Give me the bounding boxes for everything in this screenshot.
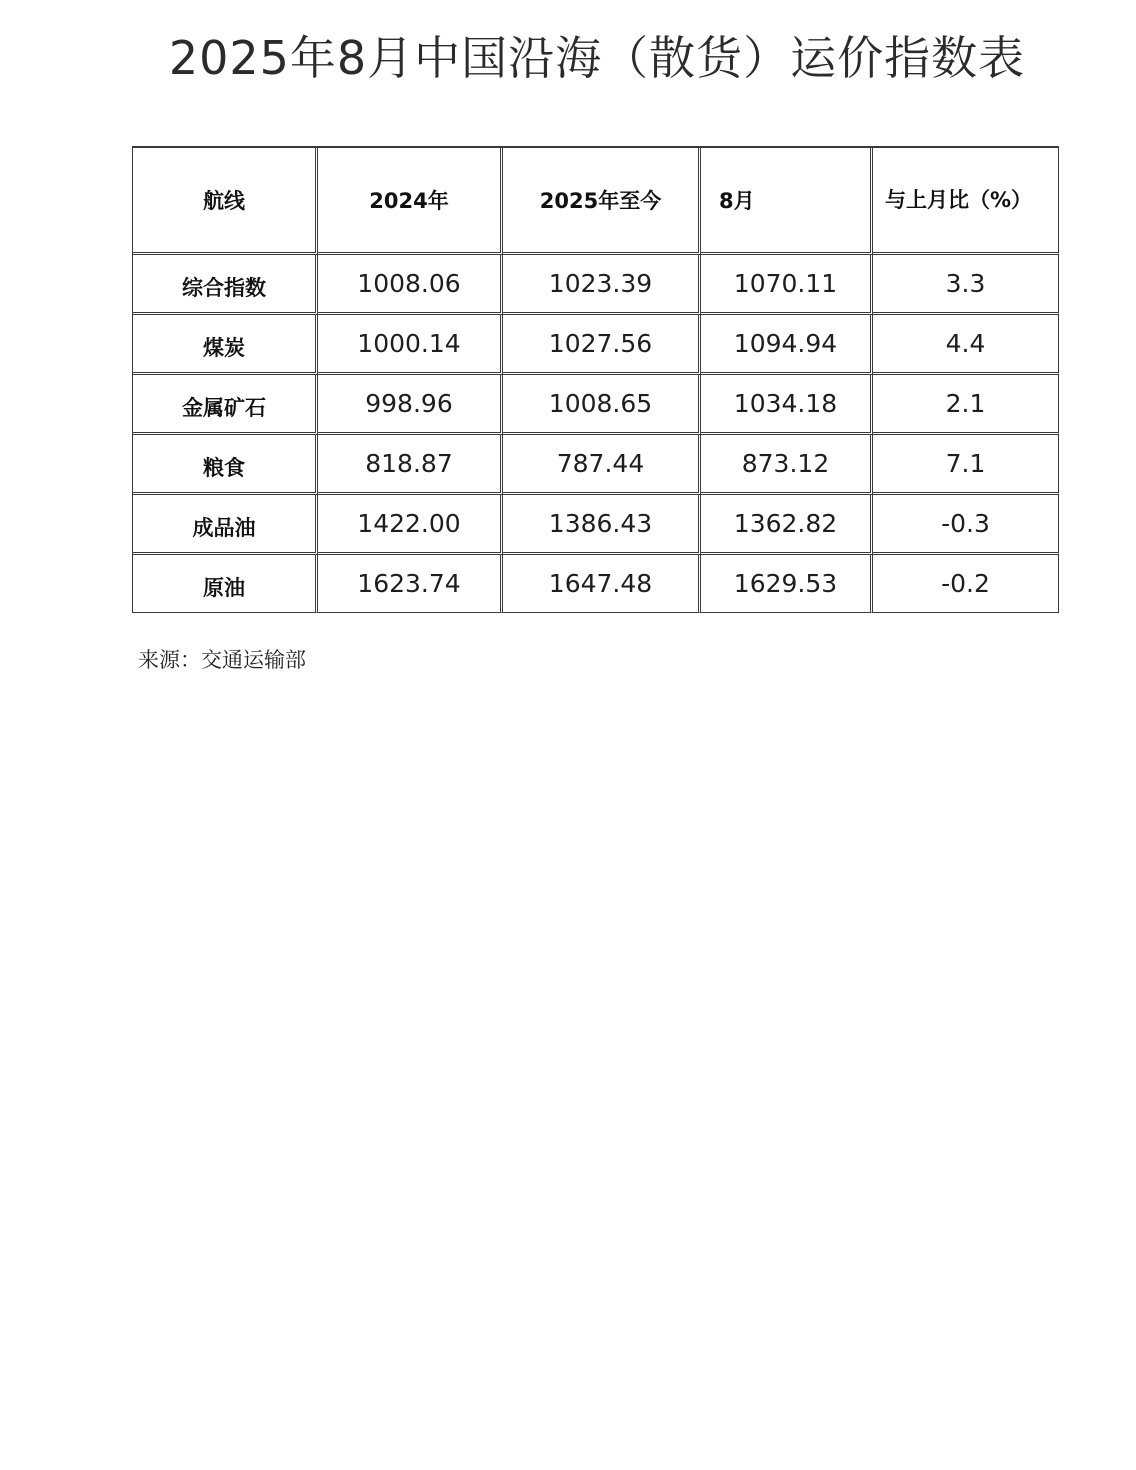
value-august-cell: 1629.53 — [701, 555, 873, 613]
value-2024-cell: 1008.06 — [318, 255, 503, 315]
value-august-cell: 1070.11 — [701, 255, 873, 315]
value-mom-cell: 7.1 — [873, 435, 1059, 495]
value-august-cell: 1362.82 — [701, 495, 873, 555]
value-2025-ytd-cell: 1023.39 — [503, 255, 701, 315]
header-2024: 2024年 — [318, 148, 503, 255]
table-row — [133, 255, 1059, 315]
freight-index-table-container — [132, 146, 1058, 613]
route-cell: 综合指数 — [133, 255, 318, 315]
value-august-cell: 873.12 — [701, 435, 873, 495]
table-row — [133, 555, 1059, 613]
header-route: 航线 — [133, 148, 318, 255]
table-row — [133, 495, 1059, 555]
table-row — [133, 435, 1059, 495]
source-note: 来源：交通运输部 — [138, 648, 306, 672]
header-august: 8月 — [701, 148, 873, 255]
value-2025-ytd-cell: 1647.48 — [503, 555, 701, 613]
value-2024-cell: 998.96 — [318, 375, 503, 435]
route-cell: 原油 — [133, 555, 318, 613]
route-cell: 金属矿石 — [133, 375, 318, 435]
header-2025-ytd: 2025年至今 — [503, 148, 701, 255]
route-cell: 粮食 — [133, 435, 318, 495]
value-2025-ytd-cell: 1386.43 — [503, 495, 701, 555]
value-2024-cell: 818.87 — [318, 435, 503, 495]
value-mom-cell: 2.1 — [873, 375, 1059, 435]
value-2024-cell: 1422.00 — [318, 495, 503, 555]
value-2024-cell: 1000.14 — [318, 315, 503, 375]
value-2024-cell: 1623.74 — [318, 555, 503, 613]
page-title: 2025年8月中国沿海（散货）运价指数表 — [168, 31, 1026, 85]
value-mom-cell: 4.4 — [873, 315, 1059, 375]
value-mom-cell: -0.3 — [873, 495, 1059, 555]
value-2025-ytd-cell: 1027.56 — [503, 315, 701, 375]
route-cell: 煤炭 — [133, 315, 318, 375]
header-mom-change: 与上月比（%） — [873, 148, 1059, 255]
value-2025-ytd-cell: 787.44 — [503, 435, 701, 495]
value-august-cell: 1034.18 — [701, 375, 873, 435]
value-mom-cell: -0.2 — [873, 555, 1059, 613]
table-row — [133, 315, 1059, 375]
freight-index-table — [132, 146, 1059, 613]
value-mom-cell: 3.3 — [873, 255, 1059, 315]
route-cell: 成品油 — [133, 495, 318, 555]
value-august-cell: 1094.94 — [701, 315, 873, 375]
table-header-row — [133, 148, 1059, 255]
table-row — [133, 375, 1059, 435]
value-2025-ytd-cell: 1008.65 — [503, 375, 701, 435]
